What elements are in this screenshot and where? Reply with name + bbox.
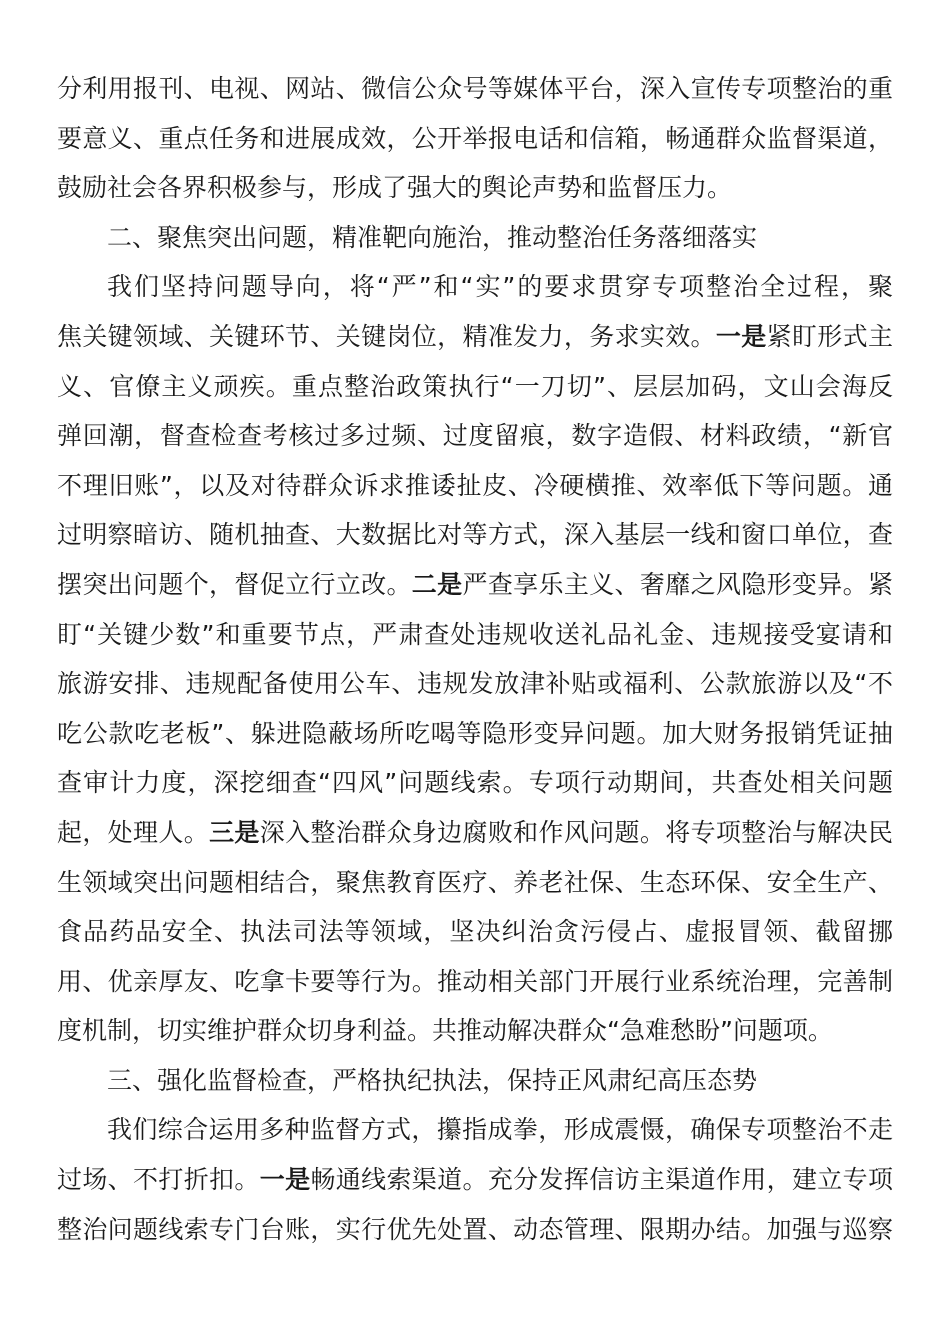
- text-run: 焦关键领域、关键环节、关键岗位，精准发力，务求实效。: [57, 321, 716, 351]
- text-line: 过明察暗访、随机抽查、大数据比对等方式，深入基层一线和窗口单位，查: [57, 520, 893, 550]
- text-line: [57, 1155, 893, 1205]
- text-line: 用、优亲厚友、吃拿卡要等行为。推动相关部门开展行业系统治理，完善制: [57, 966, 893, 996]
- text-line: 义、官僚主义顽疾。重点整治政策执行“一刀切”、层层加码，文山会海反: [57, 371, 893, 401]
- document-body: [57, 64, 893, 1254]
- emphasis-label: 三是: [209, 817, 260, 847]
- text-line: 我们综合运用多种监督方式，攥指成拳，形成震慑，确保专项整治不走: [107, 1115, 893, 1145]
- text-line: 分利用报刊、电视、网站、微信公众号等媒体平台，深入宣传专项整治的重: [57, 74, 893, 103]
- text-line: 生领域突出问题相结合，聚焦教育医疗、养老社保、生态环保、安全生产、: [57, 867, 893, 897]
- text-line: 整治问题线索专门台账，实行优先处置、动态管理、限期办结。加强与巡察: [57, 1214, 893, 1244]
- text-line: 吃公款吃老板”、躲进隐蔽场所吃喝等隐形变异问题。加大财务报销凭证抽: [57, 718, 893, 748]
- text-line: 旅游安排、违规配备使用公车、违规发放津补贴或福利、公款旅游以及“不: [57, 669, 893, 699]
- text-line: 盯“关键少数”和重要节点，严肃查处违规收送礼品礼金、违规接受宴请和: [57, 619, 893, 649]
- emphasis-label: 一是: [715, 321, 767, 351]
- section-heading: 二、聚焦突出问题，精准靶向施治，推动整治任务落细落实: [107, 222, 758, 252]
- text-line: 不理旧账”，以及对待群众诉求推诿扯皮、冷硬横推、效率低下等问题。通: [57, 470, 893, 500]
- text-run: 严查享乐主义、奢靡之风隐形变异。紧: [462, 569, 893, 599]
- text-line: [57, 808, 893, 858]
- text-line: 查审计力度，深挖细查“四风”问题线索。专项行动期间，共查处相关问题: [57, 768, 893, 798]
- text-line: 度机制，切实维护群众切身利益。共推动解决群众“急难愁盼”问题项。: [57, 1016, 833, 1046]
- text-run: 紧盯形式主: [766, 321, 893, 351]
- text-run: 畅通线索渠道。充分发挥信访主渠道作用，建立专项: [310, 1165, 893, 1195]
- text-run: 摆突出问题个，督促立行立改。: [57, 569, 412, 599]
- text-line: [57, 312, 893, 362]
- section-heading: 三、强化监督检查，严格执纪执法，保持正风肃纪高压态势: [107, 1065, 758, 1095]
- text-run: 起，处理人。: [57, 817, 210, 847]
- emphasis-label: 一是: [259, 1165, 311, 1195]
- text-line: 鼓励社会各界积极参与，形成了强大的舆论声势和监督压力。: [57, 173, 733, 203]
- text-line: [57, 560, 893, 610]
- text-line: 食品药品安全、执法司法等领域，坚决纠治贪污侵占、虚报冒领、截留挪: [57, 917, 893, 947]
- emphasis-label: 二是: [411, 569, 463, 599]
- text-line: 要意义、重点任务和进展成效，公开举报电话和信箱，畅通群众监督渠道，: [57, 123, 893, 153]
- text-line: 弹回潮，督查检查考核过多过频、过度留痕，数字造假、材料政绩，“新官: [57, 421, 893, 451]
- text-line: 我们坚持问题导向，将“严”和“实”的要求贯穿专项整治全过程，聚: [107, 272, 893, 302]
- text-run: 过场、不打折扣。: [57, 1165, 260, 1195]
- text-run: 深入整治群众身边腐败和作风问题。将专项整治与解决民: [259, 817, 893, 847]
